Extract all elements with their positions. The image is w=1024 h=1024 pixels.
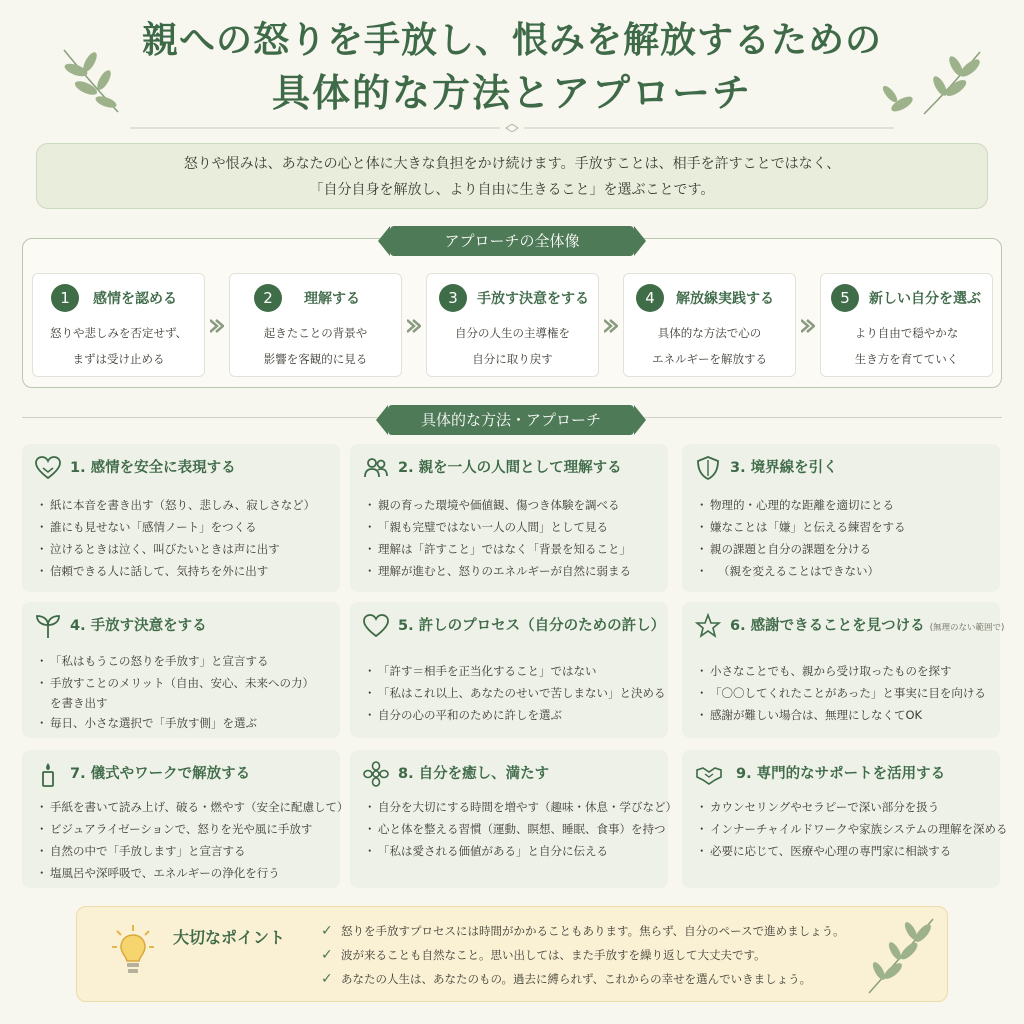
people-icon [362, 454, 390, 482]
leaf-decoration-right-icon [872, 46, 988, 120]
method-card-8 [350, 750, 677, 888]
method-card-3 [682, 444, 1000, 592]
step-desc-line: まずは受け止める [72, 352, 165, 366]
step-title: 理解する [304, 291, 360, 307]
star-icon [694, 612, 722, 640]
card-title: 8. 自分を癒し、満たす [398, 766, 550, 782]
step-card-5 [820, 273, 993, 377]
card-title-text: 6. 感謝できることを見つける [730, 618, 925, 634]
list-item: ・ 「私はこれ以上、あなたのせいで苦しまない」と決める [364, 682, 660, 704]
arrow-right-icon [801, 318, 815, 334]
list-item: ・ 「〇〇してくれたことがあった」と事実に目を向ける [696, 682, 992, 704]
step-card-1 [32, 273, 205, 377]
list-item: ・ 「私は愛される価値がある」と自分に伝える [364, 840, 660, 862]
list-item: ・ 塩風呂や深呼吸で、エネルギーの浄化を行う [36, 862, 332, 884]
list-item: ・ 理解が進むと、怒りのエネルギーが自然に弱まる [364, 560, 660, 582]
card-title-note: (無理のない範囲で) [929, 623, 1005, 633]
card-list [36, 494, 332, 582]
arrow-right-icon [604, 318, 618, 334]
method-card-9 [682, 750, 1008, 888]
card-title: 1. 感情を安全に表現する [70, 460, 236, 476]
step-number: 1 [51, 284, 79, 312]
card-title: 3. 境界線を引く [730, 460, 838, 476]
step-number: 5 [831, 284, 859, 312]
step-desc-line: 生き方を育てていく [854, 352, 959, 366]
step-number: 4 [636, 284, 664, 312]
step-desc-line: 具体的な方法で心の [657, 326, 762, 340]
card-list [364, 796, 677, 862]
card-list [364, 494, 660, 582]
card-title: 7. 儀式やワークで解放する [70, 766, 251, 782]
list-item: ・ 泣けるときは泣く、叫びたいときは声に出す [36, 538, 332, 560]
light-bulb-icon [111, 923, 155, 983]
method-card-4 [22, 602, 340, 738]
card-title: 2. 親を一人の人間として理解する [398, 460, 622, 476]
step-desc-line: 影響を客観的に見る [263, 352, 368, 366]
step-description [427, 320, 598, 372]
list-item: ・ 紙に本音を書き出す（怒り、悲しみ、寂しさなど） [36, 494, 332, 516]
method-card-1 [22, 444, 340, 592]
page-title [0, 14, 1024, 120]
heart-icon [362, 612, 390, 640]
points-list [321, 919, 845, 991]
title-ornament [130, 124, 894, 132]
step-title: 手放す決意をする [477, 291, 589, 307]
flower-icon [362, 760, 390, 788]
list-item: ・ 「親も完璧ではない一人の人間」として見る [364, 516, 660, 538]
step-description [624, 320, 795, 372]
list-item: ・ 手紙を書いて読み上げ、破る・燃やす（安全に配慮して） [36, 796, 332, 818]
card-title: 4. 手放す決意をする [70, 618, 207, 634]
list-item: ・ 小さなことでも、親から受け取ったものを探す [696, 660, 992, 682]
method-card-6 [682, 602, 1005, 738]
candle-icon [34, 760, 62, 788]
shield-icon [694, 454, 722, 482]
card-list [696, 660, 992, 726]
important-points-box [76, 906, 948, 1002]
step-description [230, 320, 401, 372]
step-card-4 [623, 273, 796, 377]
step-description [33, 320, 204, 372]
overview-label: アプローチの全体像 [390, 226, 634, 256]
leaf-decoration-left-icon [56, 42, 126, 116]
list-item: ・ カウンセリングやセラピーで深い部分を扱う [696, 796, 992, 818]
list-item: ・ 信頼できる人に話して、気持ちを外に出す [36, 560, 332, 582]
step-desc-line: より自由で穏やかな [854, 326, 959, 340]
method-card-2 [350, 444, 668, 592]
list-item: ・ 自分を大切にする時間を増やす（趣味・休息・学びなど） [364, 796, 660, 818]
card-title: 5. 許しのプロセス（自分のための許し） [398, 618, 666, 634]
step-number: 2 [254, 284, 282, 312]
list-item: ・ 親の課題と自分の課題を分ける [696, 538, 992, 560]
arrow-right-icon [210, 318, 224, 334]
heart-hands-icon [34, 454, 62, 482]
card-title: 9. 専門的なサポートを活用する [736, 766, 946, 782]
list-item: ・ 自然の中で「手放します」と宣言する [36, 840, 332, 862]
step-card-2 [229, 273, 402, 377]
list-item-continuation: を書き出す [50, 696, 108, 710]
list-item: ・ 必要に応じて、医療や心理の専門家に相談する [696, 840, 992, 862]
list-item: ・ 理解は「許すこと」ではなく「背景を知ること」 [364, 538, 660, 560]
point-item: ✓ 波が来ることも自然なこと。思い出しては、また手放すを繰り返して大丈夫です。 [321, 943, 845, 967]
list-item: ・ 物理的・心理的な距離を適切にとる [696, 494, 992, 516]
step-number: 3 [439, 284, 467, 312]
step-desc-line: 怒りや悲しみを否定せず、 [49, 326, 188, 340]
step-title: 解放線実践する [676, 291, 774, 307]
title-line-2: 具体的な方法とアプローチ [271, 70, 752, 115]
list-item: ・ インナーチャイルドワークや家族システムの理解を深める [696, 818, 992, 840]
intro-line-2: 「自分自身を解放し、より自由に生きること」を選ぶことです。 [309, 182, 715, 198]
step-desc-line: 自分の人生の主導権を [455, 326, 570, 340]
intro-line-1: 怒りや恨みは、あなたの心と体に大きな負担をかけ続けます。手放すことは、相手を許すことではなく、 [183, 156, 841, 172]
step-title: 新しい自分を選ぶ [869, 291, 981, 307]
list-item: ・ 感謝が難しい場合は、無理にしなくてOK [696, 704, 992, 726]
points-title: 大切なポイント [173, 928, 286, 947]
list-item: ・ 誰にも見せない「感情ノート」をつくる [36, 516, 332, 538]
list-item: ・ 嫌なことは「嫌」と伝える練習をする [696, 516, 992, 538]
card-list [36, 650, 332, 734]
step-card-3 [426, 273, 599, 377]
step-desc-line: 起きたことの背景や [263, 326, 368, 340]
step-desc-line: 自分に取り戻す [472, 352, 553, 366]
sprout-icon [34, 612, 62, 640]
card-list [36, 796, 349, 884]
list-item: ・ 「私はもうこの怒りを手放す」と宣言する [36, 650, 332, 672]
step-title: 感情を認める [93, 291, 177, 307]
list-item: ・ 親の育った環境や価値観、傷つき体験を調べる [364, 494, 660, 516]
leaf-decoration-bottom-icon [863, 915, 939, 997]
list-item: ・ （親を変えることはできない） [696, 560, 992, 582]
list-item: ・ 毎日、小さな選択で「手放す側」を選ぶ [36, 712, 332, 734]
point-item: ✓ あなたの人生は、あなたのもの。過去に縛られず、これからの幸せを選んでいきましょう。 [321, 967, 845, 991]
point-item: ✓ 怒りを手放すプロセスには時間がかかることもあります。焦らず、自分のペースで進めましょう。 [321, 919, 845, 943]
handshake-icon [692, 760, 726, 788]
list-item: ・ 「許す＝相手を正当化すること」ではない [364, 660, 660, 682]
method-card-7 [22, 750, 349, 888]
intro-box [36, 143, 988, 209]
list-item: ・ ビジュアライゼーションで、怒りを光や風に手放す [36, 818, 332, 840]
card-list [364, 660, 666, 726]
arrow-right-icon [407, 318, 421, 334]
methods-label: 具体的な方法・アプローチ [388, 405, 634, 435]
step-desc-line: エネルギーを解放する [652, 352, 767, 366]
card-list [696, 796, 1008, 862]
step-description [821, 320, 992, 372]
card-title [730, 614, 1004, 635]
list-item: ・ 自分の心の平和のために許しを選ぶ [364, 704, 660, 726]
title-line-1: 親への怒りを手放し、恨みを解放するための [141, 19, 882, 61]
list-item: ・ 手放すことのメリット（自由、安心、未来への力） [36, 672, 332, 694]
method-card-5 [350, 602, 668, 738]
card-list [696, 494, 992, 582]
list-item: ・ 心と体を整える習慣（運動、瞑想、睡眠、食事）を持つ [364, 818, 660, 840]
